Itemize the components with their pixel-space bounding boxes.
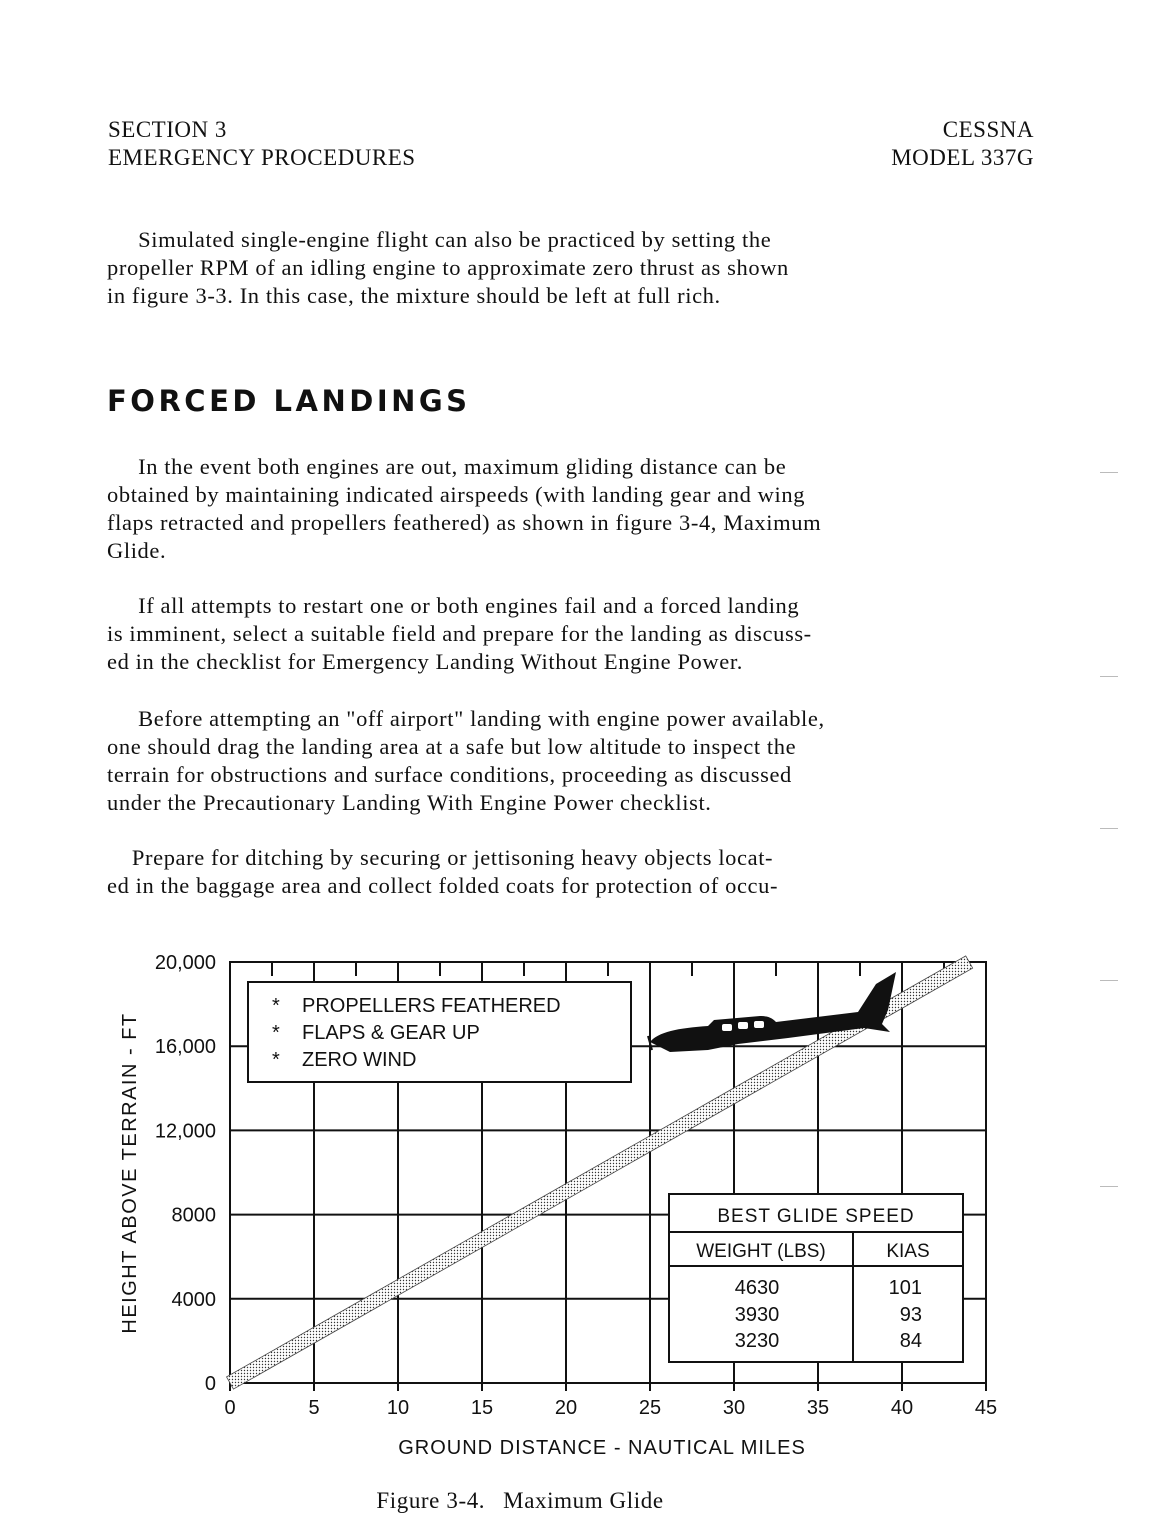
- text-line: under the Precautionary Landing With Engine Power checklist.: [107, 790, 712, 815]
- text-line: is imminent, select a suitable field and prepare for the landing as discuss-: [107, 621, 812, 646]
- x-tick-label: 30: [722, 1397, 746, 1419]
- scan-mark: [1100, 1186, 1118, 1187]
- paragraph-ditching: [107, 844, 1052, 900]
- y-axis-label: HEIGHT ABOVE TERRAIN - FT: [119, 1012, 141, 1334]
- x-tick-label: 10: [386, 1397, 410, 1419]
- text-line: one should drag the landing area at a safe but low altitude to inspect the: [107, 734, 797, 759]
- x-tick-label: 15: [470, 1397, 494, 1419]
- text-line: Glide.: [107, 538, 167, 563]
- figure-caption: [0, 1488, 1040, 1514]
- table-header-kias: KIAS: [886, 1241, 930, 1262]
- table-cell-weight: 3230: [734, 1330, 780, 1352]
- text-line: terrain for obstructions and surface conditions, proceeding as discussed: [107, 762, 792, 787]
- text-line: propeller RPM of an idling engine to approximate zero thrust as shown: [107, 255, 789, 280]
- figure-number: Figure 3-4.: [376, 1488, 486, 1513]
- condition-label: ZERO WIND: [302, 1049, 417, 1071]
- text-line: ed in the checklist for Emergency Landing Without Engine Power.: [107, 649, 743, 674]
- intro-paragraph: [107, 226, 1052, 310]
- table-title: BEST GLIDE SPEED: [717, 1206, 915, 1227]
- scan-mark: [1100, 828, 1118, 829]
- scan-mark: [1100, 472, 1118, 473]
- table-cell-weight: 3930: [734, 1304, 780, 1326]
- y-tick-label: 8000: [171, 1204, 216, 1227]
- condition-bullet: *: [272, 1022, 280, 1044]
- y-tick-label: 16,000: [154, 1036, 216, 1059]
- condition-bullet: *: [272, 1049, 280, 1071]
- header-section-number: SECTION 3: [108, 117, 227, 142]
- text-line: ed in the baggage area and collect folded coats for protection of occu-: [107, 873, 779, 898]
- scan-mark: [1100, 676, 1118, 677]
- condition-label: FLAPS & GEAR UP: [302, 1022, 480, 1044]
- text-line: in figure 3-3. In this case, the mixture should be left at full rich.: [107, 283, 721, 308]
- paragraph-glide-distance: [107, 453, 1052, 565]
- table-cell-kias: 84: [899, 1330, 922, 1352]
- header-manufacturer: CESSNA: [942, 117, 1034, 142]
- best-glide-speed-table: [669, 1194, 963, 1362]
- text-line: Prepare for ditching by securing or jettisoning heavy objects locat-: [107, 845, 774, 870]
- x-tick-label: 5: [308, 1397, 320, 1419]
- text-line: flaps retracted and propellers feathered) as shown in figure 3-4, Maximum: [107, 510, 822, 535]
- header-aircraft: [891, 116, 1034, 172]
- text-line: If all attempts to restart one or both engines fail and a forced landing: [107, 593, 800, 618]
- condition-label: PROPELLERS FEATHERED: [302, 995, 561, 1017]
- maximum-glide-chart: [0, 940, 1100, 1480]
- x-axis-label: GROUND DISTANCE - NAUTICAL MILES: [398, 1437, 806, 1459]
- x-tick-label: 25: [638, 1397, 662, 1419]
- airplane-icon: [648, 972, 896, 1052]
- header-section-title: EMERGENCY PROCEDURES: [108, 145, 416, 170]
- paragraph-forced-landing: [107, 592, 1052, 676]
- condition-bullet: *: [272, 995, 280, 1017]
- x-tick-label: 45: [974, 1397, 998, 1419]
- x-tick-label: 20: [554, 1397, 578, 1419]
- y-tick-label: 12,000: [154, 1120, 216, 1143]
- y-tick-label: 20,000: [154, 952, 216, 974]
- figure-title: Maximum Glide: [503, 1488, 664, 1513]
- table-cell-kias: 101: [888, 1277, 922, 1299]
- table-cell-kias: 93: [899, 1304, 922, 1326]
- header-section: [108, 116, 416, 172]
- text-line: In the event both engines are out, maximum gliding distance can be: [107, 454, 787, 479]
- y-tick-label: 0: [204, 1373, 216, 1395]
- text-line: Before attempting an "off airport" landing with engine power available,: [107, 706, 825, 731]
- header-model: MODEL 337G: [891, 145, 1034, 170]
- conditions-box: [248, 982, 631, 1082]
- x-tick-label: 40: [890, 1397, 914, 1419]
- table-header-weight: WEIGHT (LBS): [696, 1241, 826, 1262]
- y-tick-label: 4000: [171, 1288, 216, 1311]
- scan-mark: [1100, 980, 1118, 981]
- text-line: Simulated single-engine flight can also be practiced by setting the: [107, 227, 772, 252]
- paragraph-off-airport: [107, 705, 1052, 817]
- x-tick-label: 0: [224, 1397, 236, 1419]
- text-line: obtained by maintaining indicated airspeeds (with landing gear and wing: [107, 482, 806, 507]
- x-tick-label: 35: [806, 1397, 830, 1419]
- table-cell-weight: 4630: [734, 1277, 780, 1299]
- section-heading: FORCED LANDINGS: [107, 384, 471, 418]
